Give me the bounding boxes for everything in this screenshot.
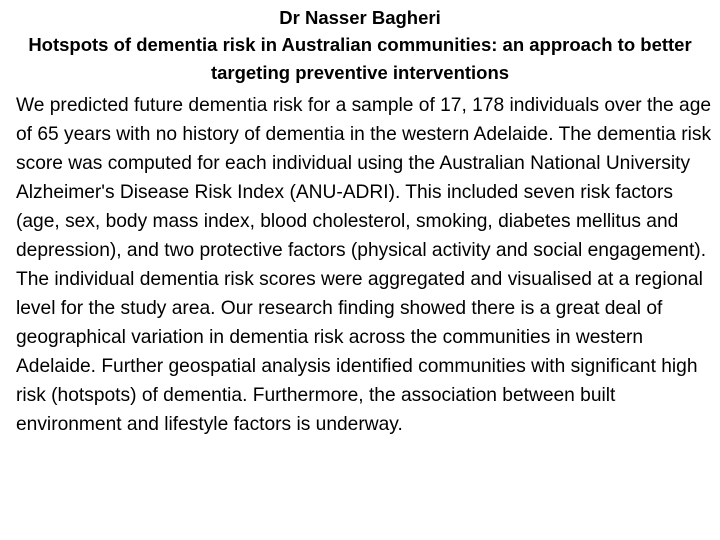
slide-title: Hotspots of dementia risk in Australian communities: an approach to better targeting preventive interventions: [28, 34, 692, 83]
abstract-paragraph: We predicted future dementia risk for a sample of 17, 178 individuals over the age of 65 years with no history of dementia in the western Adelaide. The dementia risk score was computed for each individual using the Australian National University Alzheimer's Disease Risk Index (ANU-ADRI). This included seven risk factors (age, sex, body mass index, blood cholesterol, smoking, diabetes mellitus and depression), and two protective factors (physical activity and social engagement). The individual dementia risk scores were aggregated and visualised at a regional level for the study area. Our research finding showed there is a great deal of geographical variation in dementia risk across the communities in western Adelaide. Further geospatial analysis identified communities with significant high risk (hotspots) of dementia. Furthermore, the association between built environment and lifestyle factors is underway.: [16, 95, 712, 435]
author-name: Dr Nasser Bagheri: [279, 7, 441, 28]
